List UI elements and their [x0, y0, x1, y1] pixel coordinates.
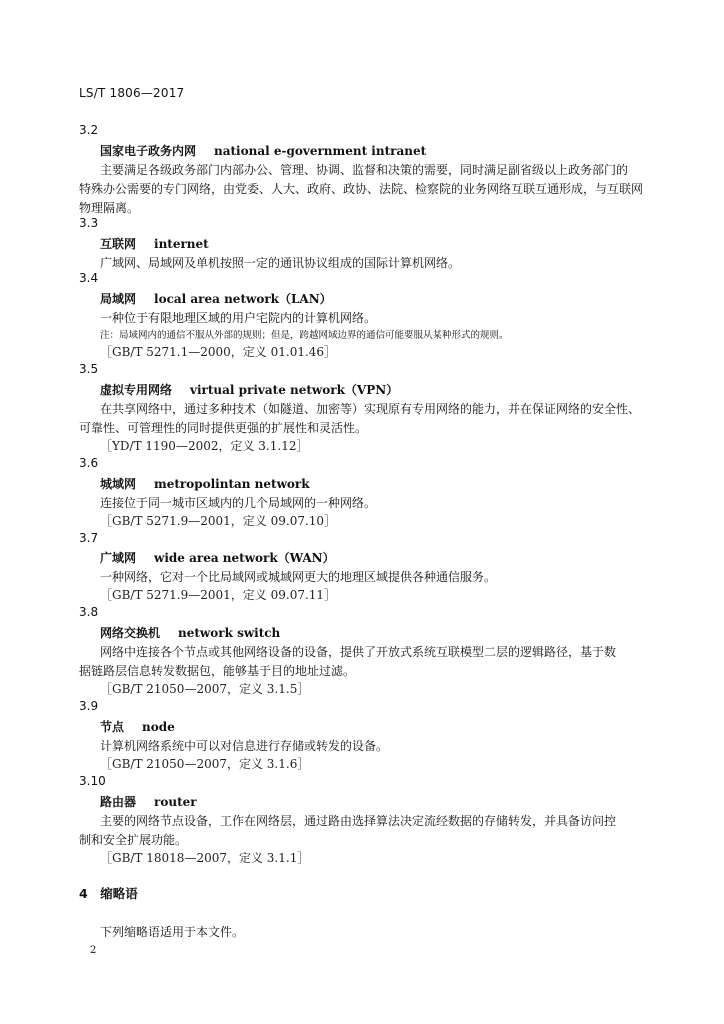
- term-heading: [100, 381, 642, 398]
- term-en: metropolintan network: [154, 477, 310, 491]
- definition-line: 网络中连接各个节点或其他网络设备的设备，提供了开放式系统互联模型二层的逻辑路径，基于数: [100, 645, 617, 659]
- term-heading: [100, 142, 642, 159]
- term-heading: [100, 290, 642, 307]
- source-reference: ［GB/T 5271.9—2001，定义 09.07.10］: [100, 514, 337, 528]
- term-zh: 局域网: [100, 292, 137, 306]
- term-zh: 网络交换机: [100, 626, 161, 640]
- term-zh: 国家电子政务内网: [100, 144, 197, 158]
- clause-number: 3.3: [79, 216, 99, 230]
- source-reference: ［GB/T 5271.1—2000，定义 01.01.46］: [100, 345, 337, 359]
- clause-number: 3.9: [79, 699, 99, 713]
- definition-line: 可靠性、可管理性的同时提供更强的扩展性和灵活性。: [79, 421, 368, 435]
- term-en: router: [154, 795, 197, 809]
- term-heading: [100, 718, 642, 735]
- section-heading: 4 缩略语: [79, 886, 138, 901]
- source-reference: ［YD/T 1190—2002，定义 3.1.12］: [100, 439, 309, 453]
- term-zh: 路由器: [100, 795, 137, 809]
- definition-line: 物理隔离。: [79, 201, 140, 215]
- definition-line: 主要的网络节点设备，工作在网络层，通过路由选择算法决定流经数据的存储转发，并具备访问控: [100, 814, 617, 828]
- clause-number: 3.8: [79, 605, 99, 619]
- term-en: national e-government intranet: [214, 144, 427, 158]
- definition-line: 据链路层信息转发数据包，能够基于目的地址过滤。: [79, 664, 356, 678]
- term-en: network switch: [178, 626, 281, 640]
- term-en: virtual private network（VPN）: [190, 383, 399, 397]
- source-reference: ［GB/T 5271.9—2001，定义 09.07.11］: [100, 588, 337, 602]
- definition-line: 一种网络，它对一个比局域网或城域网更大的地理区域提供各种通信服务。: [100, 570, 497, 584]
- clause-number: 3.7: [79, 531, 99, 545]
- definition-line: 主要满足各级政务部门内部办公、管理、协调、监督和决策的需要，同时满足副省级以上政务部门的: [100, 163, 629, 177]
- term-heading: [100, 235, 642, 252]
- clause-number: 3.5: [79, 362, 99, 376]
- standard-header: LS/T 1806—2017: [79, 86, 185, 100]
- term-heading: [100, 475, 642, 492]
- source-reference: ［GB/T 18018—2007，定义 3.1.1］: [100, 851, 310, 865]
- definition-line: 计算机网络系统中可以对信息进行存储或转发的设备。: [100, 739, 389, 753]
- term-en: internet: [154, 237, 209, 251]
- definition-line: 广域网、局域网及单机按照一定的通讯协议组成的国际计算机网络。: [100, 256, 461, 270]
- definition-line: 特殊办公需要的专门网络，由党委、人大、政府、政协、法院、检察院的业务网络互联互通形成，与互联网: [79, 182, 644, 196]
- clause-number: 3.6: [79, 456, 99, 470]
- term-zh: 城域网: [100, 477, 137, 491]
- source-reference: ［GB/T 21050—2007，定义 3.1.5］: [100, 682, 310, 696]
- note-text: 注：局域网内的通信不服从外部的规则；但是，跨越网域边界的通信可能要服从某种形式的规则。: [100, 330, 509, 341]
- term-heading: [100, 624, 642, 641]
- term-zh: 虚拟专用网络: [100, 383, 173, 397]
- term-en: local area network（LAN）: [154, 292, 332, 306]
- term-heading: [100, 793, 642, 810]
- term-en: wide area network（WAN）: [154, 551, 335, 565]
- term-zh: 互联网: [100, 237, 137, 251]
- page-number: 2: [90, 945, 97, 956]
- term-zh: 广域网: [100, 551, 137, 565]
- definition-line: 一种位于有限地理区域的用户宅院内的计算机网络。: [100, 311, 377, 325]
- section-intro: 下列缩略语适用于本文件。: [100, 925, 245, 939]
- clause-number: 3.2: [79, 123, 99, 137]
- term-heading: [100, 549, 642, 566]
- term-zh: 节点: [100, 720, 125, 734]
- clause-number: 3.10: [79, 774, 106, 788]
- definition-line: 连接位于同一城市区域内的几个局域网的一种网络。: [100, 496, 377, 510]
- definition-line: 制和安全扩展功能。: [79, 833, 188, 847]
- clause-number: 3.4: [79, 271, 99, 285]
- definition-line: 在共享网络中，通过多种技术（如隧道、加密等）实现原有专用网络的能力，并在保证网络的安全性、: [100, 402, 641, 416]
- term-en: node: [142, 720, 175, 734]
- source-reference: ［GB/T 21050—2007，定义 3.1.6］: [100, 757, 310, 771]
